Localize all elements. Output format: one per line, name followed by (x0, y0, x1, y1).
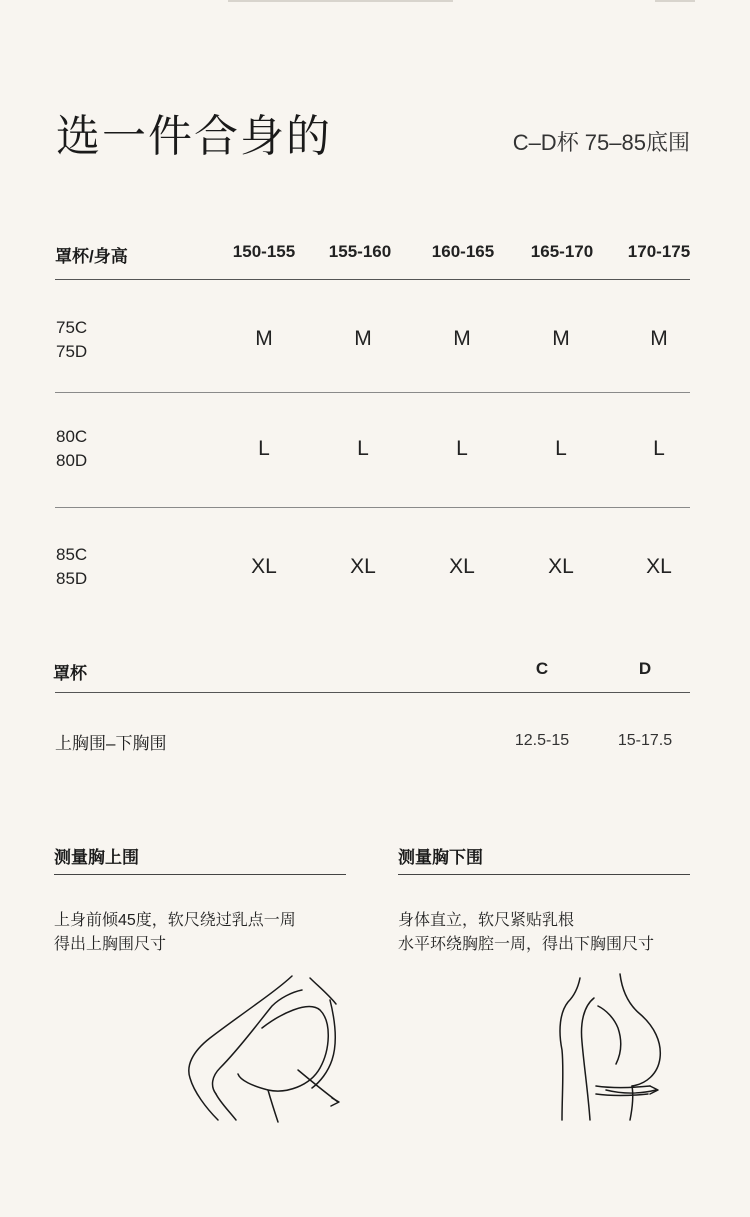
row-1-rule (55, 392, 690, 393)
upper-bust-illustration (180, 970, 350, 1125)
top-divider-right (655, 0, 695, 2)
row-1-size-2: M (354, 327, 372, 350)
size-table-header-label: 罩杯/身高 (55, 247, 128, 266)
row-1-size-5: M (650, 327, 668, 350)
row-3-cup-b: 85D (56, 569, 88, 588)
row-3-cup-a: 85C (56, 545, 88, 564)
row-2-size-3: L (456, 437, 468, 460)
guide-upper-line-1: 上身前倾45度，软尺绕过乳点一周 (54, 912, 296, 929)
guide-under-title: 测量胸下围 (398, 848, 483, 867)
cup-value-d: 15-17.5 (617, 732, 673, 749)
guide-upper-title: 测量胸上围 (54, 848, 139, 867)
cup-table-header-label: 罩杯 (53, 664, 87, 683)
row-2-cup-b: 80D (56, 451, 88, 470)
guide-under-rule (398, 874, 690, 875)
size-col-3: 160-165 (431, 242, 495, 261)
row-1-cup-a: 75C (56, 318, 88, 337)
cup-col-d: D (638, 659, 652, 678)
top-divider-left (228, 0, 453, 2)
row-3-size-2: XL (350, 555, 376, 578)
row-2-size-2: L (357, 437, 369, 460)
row-3-size-4: XL (548, 555, 574, 578)
under-bust-illustration (550, 970, 680, 1125)
row-2-size-1: L (258, 437, 270, 460)
row-1-size-1: M (255, 327, 273, 350)
page-title: 选一件合身的 (56, 112, 332, 161)
row-1-size-4: M (552, 327, 570, 350)
size-col-4: 165-170 (530, 242, 594, 261)
row-3-size-3: XL (449, 555, 475, 578)
row-1-cup-b: 75D (56, 342, 88, 361)
guide-upper-rule (54, 874, 346, 875)
size-col-5: 170-175 (627, 242, 691, 261)
cup-value-c: 12.5-15 (514, 732, 570, 749)
guide-upper-line-2: 得出上胸围尺寸 (54, 936, 167, 953)
row-2-size-5: L (653, 437, 665, 460)
row-2-rule (55, 507, 690, 508)
page-subtitle: C–D杯 75–85底围 (512, 130, 690, 155)
row-3-size-1: XL (251, 555, 277, 578)
cup-col-c: C (535, 659, 549, 678)
cup-table-rule (55, 692, 690, 693)
cup-row-label: 上胸围–下胸围 (55, 734, 167, 753)
row-1-size-3: M (453, 327, 471, 350)
row-2-cup-a: 80C (56, 427, 88, 446)
row-3-size-5: XL (646, 555, 672, 578)
size-col-1: 150-155 (232, 242, 296, 261)
guide-under-line-2: 水平环绕胸腔一周，得出下胸围尺寸 (398, 936, 655, 953)
size-table-header-rule (55, 279, 690, 280)
guide-under-line-1: 身体直立，软尺紧贴乳根 (398, 912, 575, 929)
size-col-2: 155-160 (328, 242, 392, 261)
row-2-size-4: L (555, 437, 567, 460)
